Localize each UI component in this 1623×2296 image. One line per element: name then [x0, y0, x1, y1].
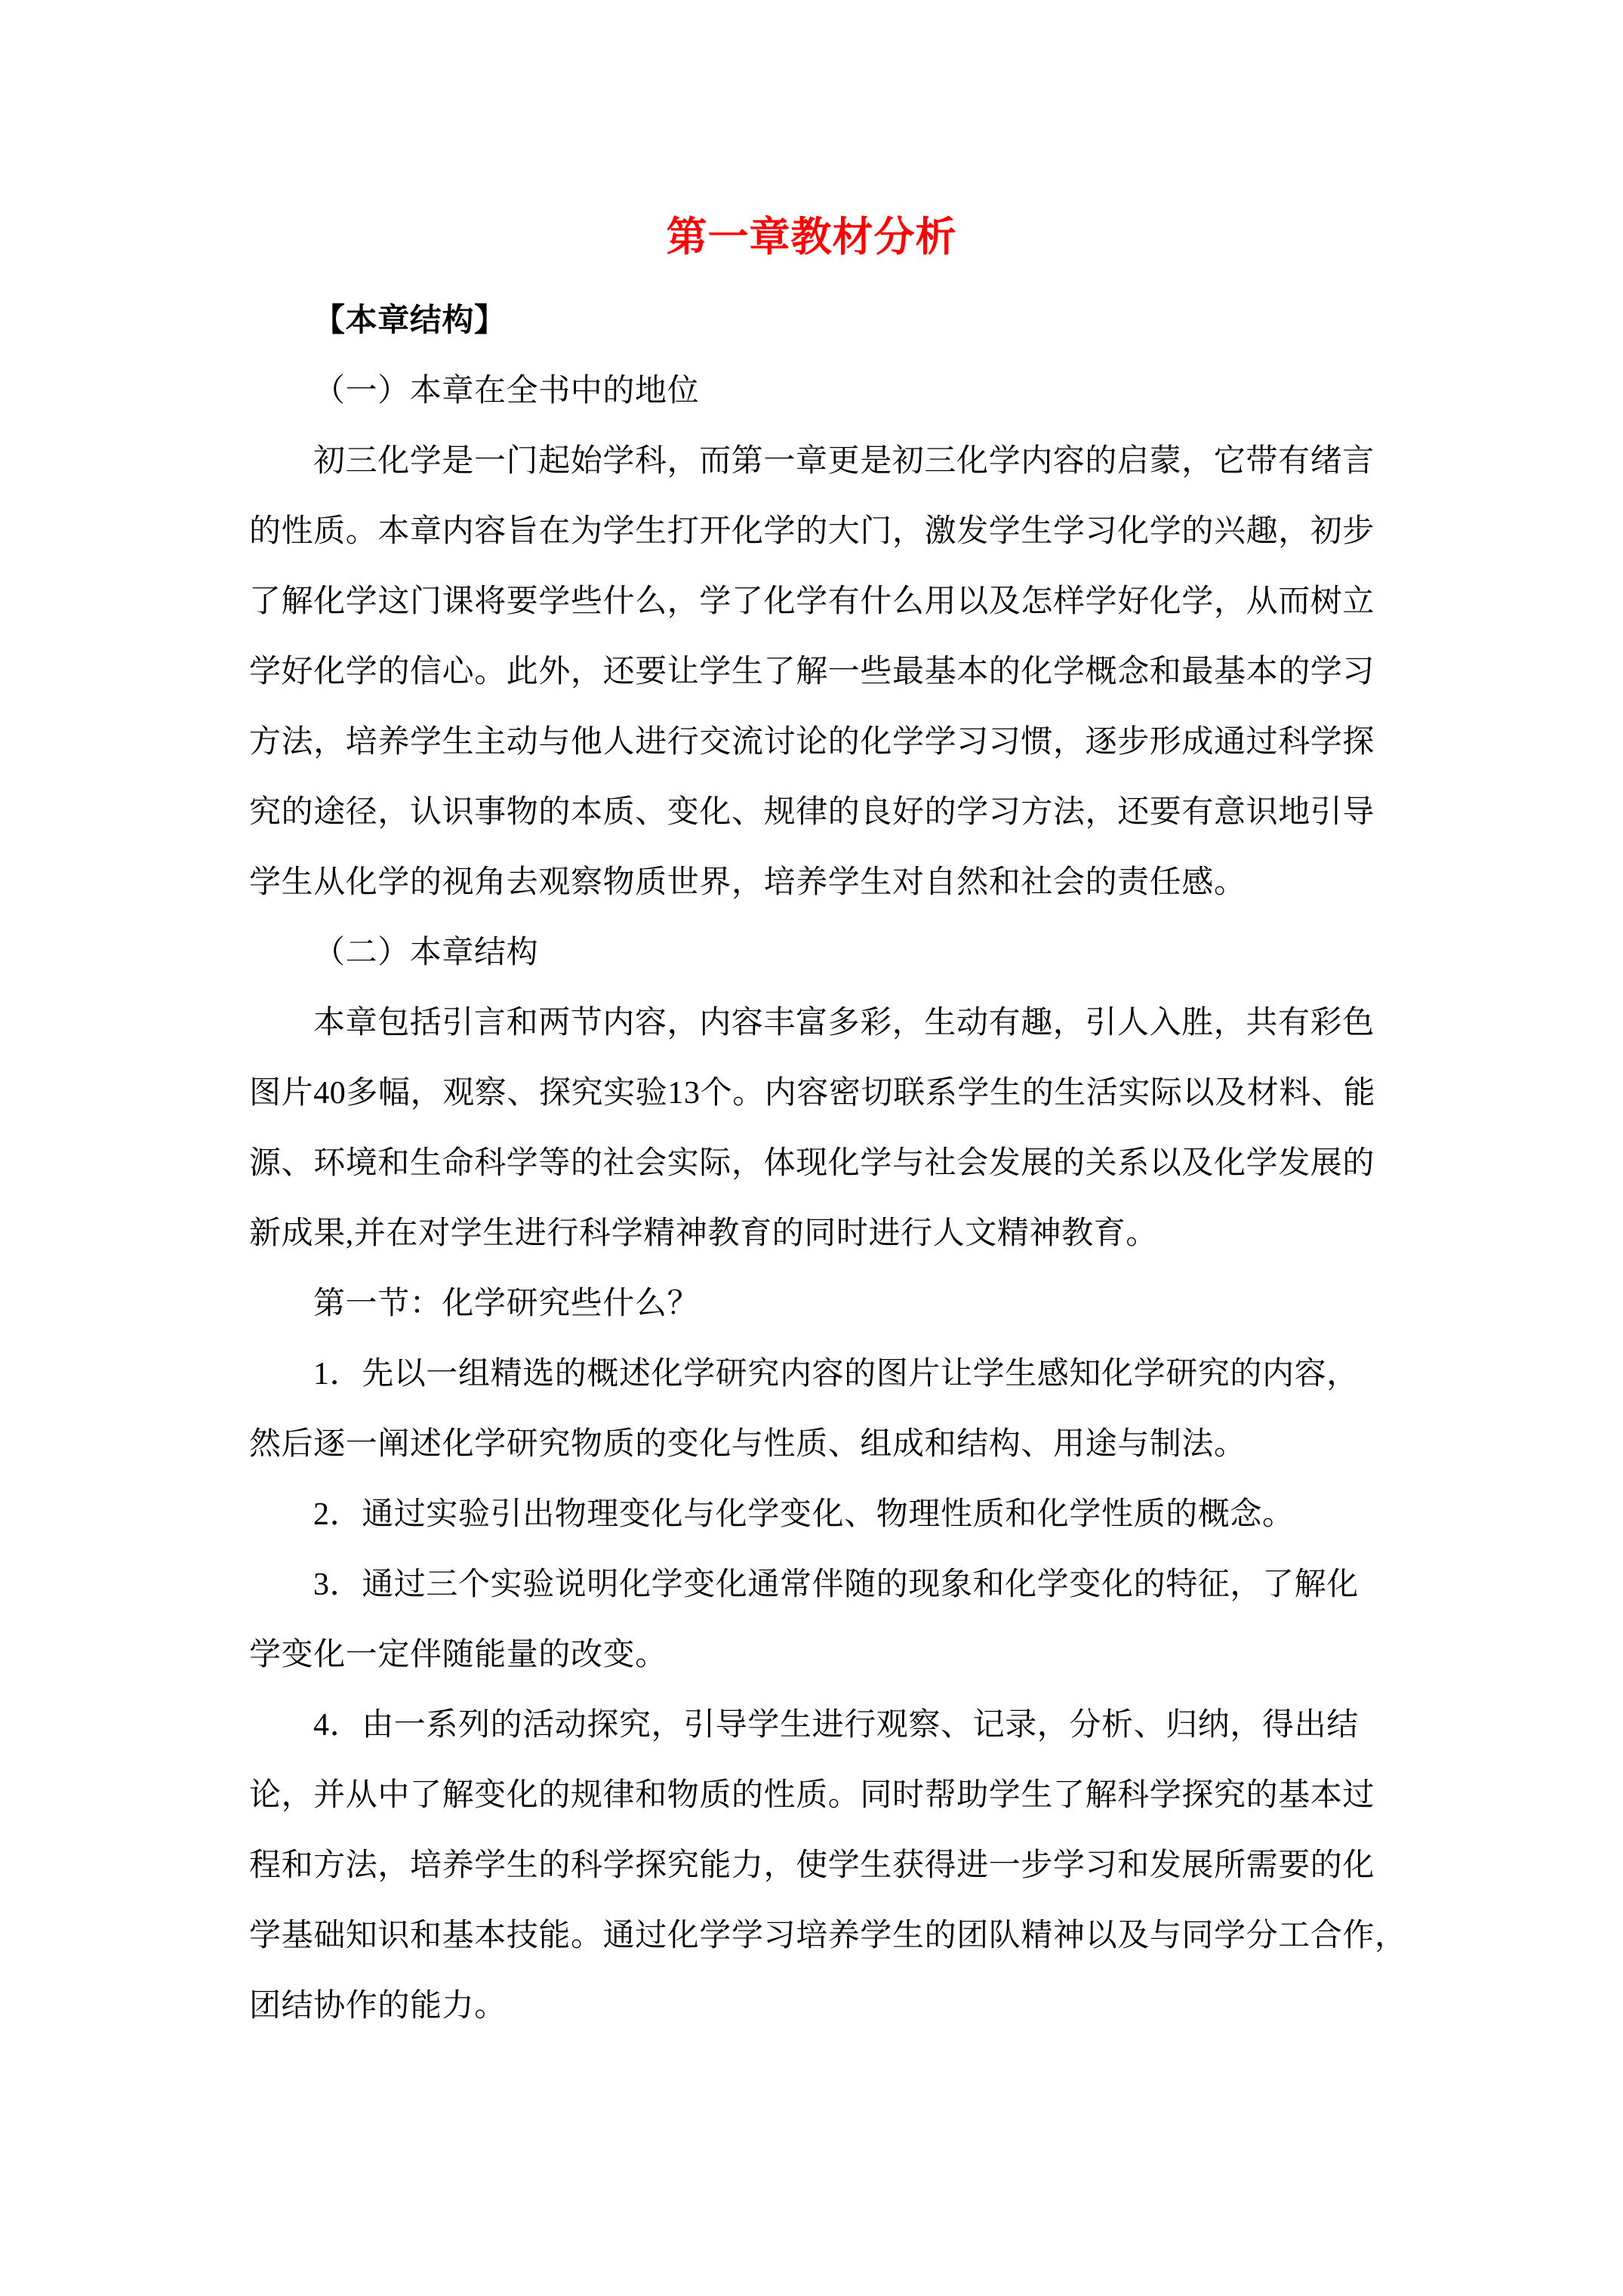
text-line: 1．先以一组精选的概述化学研究内容的图片让学生感知化学研究的内容， — [313, 1357, 1359, 1391]
text-line: 团结协作的能力。 — [249, 1989, 507, 2023]
text-line: 的性质。本章内容旨在为学生打开化学的大门，激发学生学习化学的兴趣，初步 — [249, 514, 1375, 549]
text-line: 【本章结构】 — [313, 304, 507, 338]
text-line: 3．通过三个实验说明化学变化通常伴随的现象和化学变化的特征，了解化 — [313, 1567, 1359, 1602]
text-line: （二）本章结构 — [313, 935, 539, 970]
text-line: 2．通过实验引出物理变化与化学变化、物理性质和化学性质的概念。 — [313, 1497, 1295, 1532]
text-line: 源、环境和生命科学等的社会实际，体现化学与社会发展的关系以及化学发展的 — [249, 1146, 1375, 1181]
text-line: 图片40多幅，观察、探究实验13个。内容密切联系学生的生活实际以及材料、能 — [249, 1076, 1376, 1111]
document-body — [249, 286, 1407, 2042]
text-line: （一）本章在全书中的地位 — [313, 374, 700, 408]
text-line: 论，并从中了解变化的规律和物质的性质。同时帮助学生了解科学探究的基本过 — [249, 1778, 1375, 1813]
text-line: 方法，培养学生主动与他人进行交流讨论的化学学习习惯，逐步形成通过科学探 — [249, 725, 1375, 760]
text-line: 本章包括引言和两节内容，内容丰富多彩，生动有趣，引人入胜，共有彩色 — [313, 1006, 1375, 1040]
text-line: 初三化学是一门起始学科，而第一章更是初三化学内容的启蒙，它带有绪言 — [313, 444, 1375, 479]
text-line: 4．由一系列的活动探究，引导学生进行观察、记录，分析、归纳，得出结 — [313, 1708, 1359, 1743]
text-line: 究的途径，认识事物的本质、变化、规律的良好的学习方法，还要有意识地引导 — [249, 795, 1375, 830]
page-title: 第一章教材分析 — [666, 214, 957, 260]
text-line: 学基础知识和基本技能。通过化学学习培养学生的团队精神以及与同学分工合作， — [249, 1918, 1407, 1953]
text-line: 学好化学的信心。此外，还要让学生了解一些最基本的化学概念和最基本的学习 — [249, 655, 1375, 689]
text-line: 第一节：化学研究些什么？ — [313, 1287, 700, 1321]
text-line: 了解化学这门课将要学些什么，学了化学有什么用以及怎样学好化学，从而树立 — [249, 584, 1375, 619]
text-line: 程和方法，培养学生的科学探究能力，使学生获得进一步学习和发展所需要的化 — [249, 1848, 1375, 1883]
text-line: 然后逐一阐述化学研究物质的变化与性质、组成和结构、用途与制法。 — [249, 1427, 1246, 1462]
text-line: 新成果,并在对学生进行科学精神教育的同时进行人文精神教育。 — [249, 1216, 1158, 1251]
text-line: 学变化一定伴随能量的改变。 — [249, 1638, 667, 1672]
text-line: 学生从化学的视角去观察物质世界，培养学生对自然和社会的责任感。 — [249, 865, 1246, 900]
